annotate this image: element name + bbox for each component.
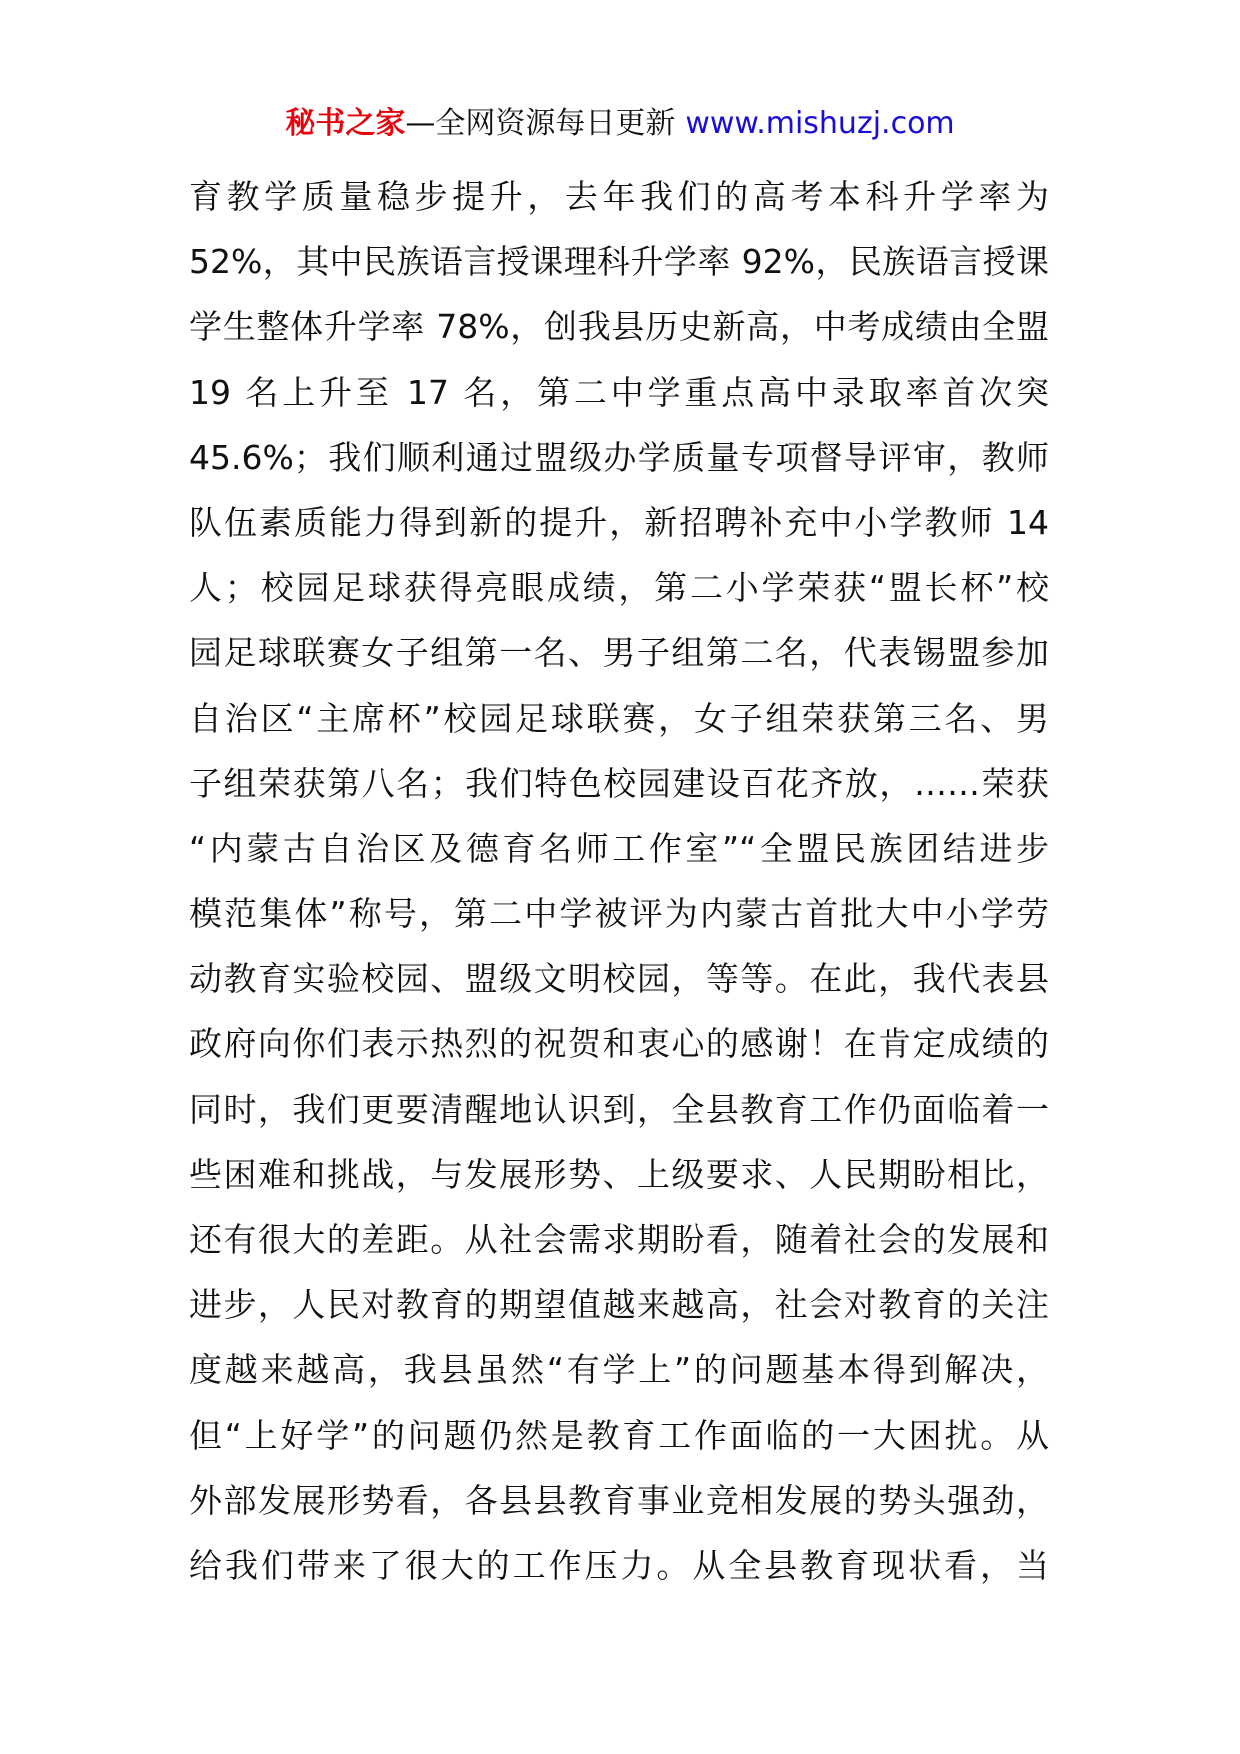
text-line: 园足球联赛女子组第一名、男子组第二名，代表锡盟参加 (189, 633, 1049, 673)
text-line: 队伍素质能力得到新的提升，新招聘补充中小学教师 14 (189, 502, 1049, 542)
text-line: 进步，人民对教育的期望值越来越高，社会对教育的关注 (189, 1285, 1049, 1325)
text-line: 模范集体”称号，第二中学被评为内蒙古首批大中小学劳 (189, 894, 1049, 934)
text-line: 人；校园足球获得亮眼成绩，第二小学荣获“盟长杯”校 (189, 568, 1049, 608)
text-line: 度越来越高，我县虽然“有学上”的问题基本得到解决， (189, 1350, 1049, 1390)
text-line: 动教育实验校园、盟级文明校园，等等。在此，我代表县 (189, 959, 1049, 999)
text-line: 但“上好学”的问题仍然是教育工作面临的一大困扰。从 (189, 1415, 1049, 1455)
text-line: 52%，其中民族语言授课理科升学率 92%，民族语言授课 (189, 242, 1049, 282)
page-header (0, 96, 1240, 152)
site-brand: 秘书之家 (285, 106, 406, 141)
text-line: 些困难和挑战，与发展形势、上级要求、人民期盼相比， (189, 1154, 1049, 1194)
text-line: 同时，我们更要清醒地认识到，全县教育工作仍面临着一 (189, 1089, 1049, 1129)
document-body (189, 164, 1049, 1598)
text-line: 学生整体升学率 78%，创我县历史新高，中考成绩由全盟 (189, 307, 1049, 347)
text-line: 外部发展形势看，各县县教育事业竞相发展的势头强劲， (189, 1480, 1049, 1520)
text-line: 育教学质量稳步提升，去年我们的高考本科升学率为 (189, 177, 1049, 216)
text-line: 19 名上升至 17 名，第二中学重点高中录取率首次突 (189, 372, 1049, 412)
site-slogan: —全网资源每日更新 (405, 106, 676, 141)
text-line: 45.6%；我们顺利通过盟级办学质量专项督导评审，教师 (189, 437, 1049, 477)
text-line: 自治区“主席杯”校园足球联赛，女子组荣获第三名、男 (189, 698, 1049, 738)
text-line: 政府向你们表示热烈的祝贺和衷心的感谢！在肯定成绩的 (189, 1024, 1049, 1064)
text-line: 还有很大的差距。从社会需求期盼看，随着社会的发展和 (189, 1220, 1049, 1259)
text-line: “内蒙古自治区及德育名师工作室”“全盟民族团结进步 (189, 828, 1049, 868)
site-url-link[interactable]: www.mishuzj.com (685, 106, 955, 141)
text-line: 给我们带来了很大的工作压力。从全县教育现状看，当 (189, 1545, 1049, 1585)
text-line: 子组荣获第八名；我们特色校园建设百花齐放，……荣获 (189, 763, 1049, 803)
